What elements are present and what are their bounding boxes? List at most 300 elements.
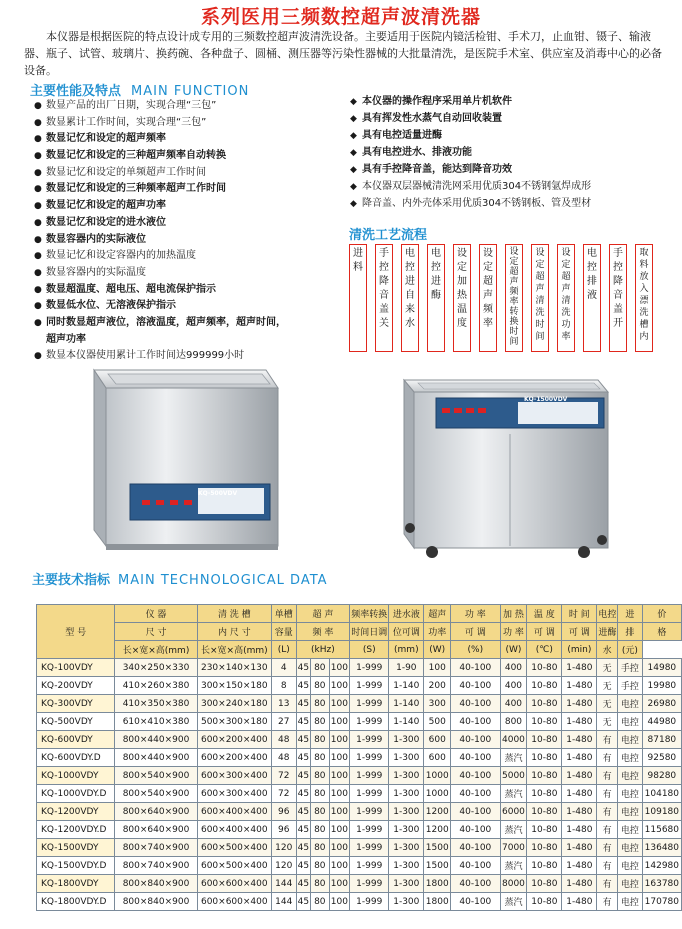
feature-text: 数显记忆和设定的进水液位	[46, 216, 166, 228]
table-cell: 100	[329, 659, 350, 677]
table-header-cell: 仪 器	[115, 605, 197, 623]
table-row	[37, 803, 682, 821]
table-cell: 1-999	[350, 677, 389, 695]
feature-item	[34, 131, 334, 148]
model-cell: KQ-500VDY	[37, 713, 115, 731]
diamond-bullet-icon: ◆	[350, 131, 357, 141]
table-cell: 有	[597, 893, 618, 911]
table-cell: 1-300	[389, 875, 424, 893]
feature-item	[34, 282, 334, 299]
process-step	[479, 244, 497, 352]
table-cell: 电控	[617, 767, 642, 785]
table-cell: 80	[311, 821, 330, 839]
table-cell: 10-80	[527, 821, 562, 839]
model-cell: KQ-1200VDY	[37, 803, 115, 821]
table-cell: 410×350×380	[115, 695, 197, 713]
feature-text: 数显记忆和设定容器内的加热温度	[46, 250, 196, 262]
feature-text: 数显记忆和设定的三种频率超声工作时间	[46, 183, 226, 195]
table-cell: 1500	[424, 839, 451, 857]
features-heading-cn: 主要性能及特点	[30, 84, 122, 99]
table-cell: 40-100	[451, 875, 500, 893]
features-heading-en: MAIN FUNCTION	[131, 84, 250, 99]
table-cell: 96	[271, 821, 296, 839]
table-cell: 80	[311, 749, 330, 767]
diamond-bullet-icon: ◆	[350, 182, 357, 192]
table-cell: 98280	[642, 767, 681, 785]
table-cell: 400	[500, 659, 527, 677]
table-cell: 1-480	[562, 731, 597, 749]
table-cell: 电控	[617, 785, 642, 803]
table-header-cell: 超 声	[296, 605, 350, 623]
table-row	[37, 713, 682, 731]
table-header-cell: (L)	[271, 641, 296, 659]
table-cell: 80	[311, 785, 330, 803]
table-cell: 92580	[642, 749, 681, 767]
table-cell: 100	[329, 677, 350, 695]
table-header-cell: 可 调	[562, 623, 597, 641]
table-cell: 1-300	[389, 767, 424, 785]
table-cell: 80	[311, 767, 330, 785]
table-cell: 40-100	[451, 731, 500, 749]
table-cell: 100	[329, 767, 350, 785]
table-cell: 10-80	[527, 803, 562, 821]
table-cell: 手控	[617, 677, 642, 695]
table-cell: 1-300	[389, 731, 424, 749]
diamond-bullet-icon: ◆	[350, 97, 357, 107]
table-cell: 蒸汽	[500, 893, 527, 911]
table-cell: 40-100	[451, 767, 500, 785]
feature-text: 数显记忆和设定的超声频率	[46, 133, 166, 145]
table-cell: 340×250×330	[115, 659, 197, 677]
table-cell: 1-480	[562, 839, 597, 857]
feature-text: 数显产品的出厂日期，实现合理“三包”	[46, 100, 217, 111]
table-cell: 400	[500, 677, 527, 695]
process-step-text: 手控降音盖开	[613, 248, 623, 329]
table-header-cell: 尺 寸	[115, 623, 197, 641]
feature-item	[34, 148, 334, 165]
bullet-icon: ●	[34, 151, 42, 162]
table-cell: 电控	[617, 875, 642, 893]
table-cell: 115680	[642, 821, 681, 839]
ultrasonic-cleaner-large-image	[398, 368, 610, 564]
table-cell: 1-300	[389, 749, 424, 767]
process-step-text: 电控进自来水	[405, 248, 415, 329]
table-cell: 600×600×400	[197, 893, 271, 911]
process-step-text: 设定加热温度	[457, 248, 467, 329]
table-cell: 电控	[617, 857, 642, 875]
table-cell: 10-80	[527, 695, 562, 713]
table-cell: 45	[296, 749, 310, 767]
table-header-cell: 水	[597, 641, 618, 659]
table-cell: 80	[311, 857, 330, 875]
model-cell: KQ-600VDY.D	[37, 749, 115, 767]
diamond-bullet-icon: ◆	[350, 114, 357, 124]
table-cell: 1000	[424, 785, 451, 803]
process-step-text: 设定超声清洗功率	[561, 248, 571, 342]
table-cell: 蒸汽	[500, 749, 527, 767]
table-cell: 800×640×900	[115, 803, 197, 821]
bullet-icon: ●	[34, 351, 42, 362]
bullet-icon: ●	[34, 217, 42, 228]
process-step-text: 取料放入漂洗槽内	[639, 248, 649, 342]
feature-item	[34, 181, 334, 198]
feature-text: 数显记忆和设定的三种超声频率自动转换	[46, 150, 226, 162]
process-step	[401, 244, 419, 352]
table-cell: 1-480	[562, 713, 597, 731]
table-cell: 14980	[642, 659, 681, 677]
table-cell: 600×200×400	[197, 749, 271, 767]
table-cell: 600×600×400	[197, 875, 271, 893]
table-cell: 80	[311, 875, 330, 893]
table-row	[37, 695, 682, 713]
model-cell: KQ-1800VDY.D	[37, 893, 115, 911]
process-step	[557, 244, 575, 352]
feature-item	[34, 98, 334, 115]
table-cell: 800×740×900	[115, 839, 197, 857]
table-header-cell: 型 号	[37, 605, 115, 659]
feature-text: 数显累计工作时间，实现合理“三包”	[46, 116, 207, 128]
table-header-cell: 可 调	[527, 623, 562, 641]
process-step-text: 设定超声频率	[483, 248, 493, 329]
table-cell: 40-100	[451, 659, 500, 677]
table-row	[37, 839, 682, 857]
table-cell: 100	[329, 803, 350, 821]
table-cell: 100	[329, 731, 350, 749]
model-cell: KQ-300VDY	[37, 695, 115, 713]
table-cell: 800×840×900	[115, 875, 197, 893]
table-cell: 45	[296, 803, 310, 821]
table-cell: 电控	[617, 839, 642, 857]
table-cell: 1800	[424, 893, 451, 911]
table-cell: 电控	[617, 731, 642, 749]
table-cell: 无	[597, 659, 618, 677]
feature-item	[350, 179, 670, 196]
table-cell: 96	[271, 803, 296, 821]
table-cell: 40-100	[451, 803, 500, 821]
table-header-cell: 时 间	[562, 605, 597, 623]
table-cell: 45	[296, 821, 310, 839]
feature-text: 本仪器的操作程序采用单片机软件	[362, 96, 512, 107]
table-cell: 600	[424, 731, 451, 749]
table-cell: 100	[329, 839, 350, 857]
table-cell: 80	[311, 659, 330, 677]
model-cell: KQ-1800VDY	[37, 875, 115, 893]
table-row	[37, 659, 682, 677]
table-cell: 7000	[500, 839, 527, 857]
table-cell: 45	[296, 713, 310, 731]
table-cell: 1-480	[562, 821, 597, 839]
table-header-cell: 清 洗 槽	[197, 605, 271, 623]
table-cell: 10-80	[527, 713, 562, 731]
table-cell: 1-999	[350, 659, 389, 677]
table-header-cell: (mm)	[389, 641, 424, 659]
spec-table	[36, 604, 682, 911]
feature-text: 具有挥发性水蒸气自动回收装置	[362, 113, 502, 124]
table-cell: 1-480	[562, 677, 597, 695]
table-cell: 600×500×400	[197, 839, 271, 857]
table-cell: 44980	[642, 713, 681, 731]
table-cell: 有	[597, 767, 618, 785]
table-header-cell: (℃)	[527, 641, 562, 659]
table-cell: 142980	[642, 857, 681, 875]
table-cell: 200	[424, 677, 451, 695]
bullet-icon: ●	[34, 184, 42, 195]
table-cell: 1-999	[350, 749, 389, 767]
table-cell: 100	[424, 659, 451, 677]
process-step-text: 电控进酶	[431, 248, 441, 301]
table-cell: 300	[424, 695, 451, 713]
table-cell: 1-999	[350, 731, 389, 749]
table-cell: 1-300	[389, 803, 424, 821]
table-cell: 109180	[642, 803, 681, 821]
table-cell: 有	[597, 857, 618, 875]
process-step-text: 设定超声清洗时间	[535, 248, 545, 342]
process-step-text: 手控降音盖关	[379, 248, 389, 329]
table-cell: 有	[597, 749, 618, 767]
table-cell: 600	[424, 749, 451, 767]
table-cell: 10-80	[527, 857, 562, 875]
table-cell: 有	[597, 821, 618, 839]
table-cell: 300×240×180	[197, 695, 271, 713]
table-header-cell: (S)	[350, 641, 389, 659]
feature-item	[34, 298, 334, 315]
bullet-icon: ●	[34, 117, 42, 128]
table-cell: 48	[271, 731, 296, 749]
table-header-cell: (kHz)	[296, 641, 350, 659]
process-step	[635, 244, 653, 352]
feature-item	[34, 115, 334, 132]
table-cell: 800×740×900	[115, 857, 197, 875]
table-cell: 电控	[617, 893, 642, 911]
bullet-icon: ●	[34, 267, 42, 278]
table-cell: 170780	[642, 893, 681, 911]
table-header-cell: 容量	[271, 623, 296, 641]
table-cell: 1-90	[389, 659, 424, 677]
table-cell: 1-140	[389, 695, 424, 713]
table-cell: 19980	[642, 677, 681, 695]
table-header-cell: 位可调	[389, 623, 424, 641]
features-right-list	[350, 94, 670, 213]
table-cell: 80	[311, 803, 330, 821]
table-cell: 1-300	[389, 785, 424, 803]
table-cell: 100	[329, 749, 350, 767]
table-header-cell: 频 率	[296, 623, 350, 641]
table-cell: 电控	[617, 803, 642, 821]
table-cell: 有	[597, 803, 618, 821]
table-cell: 蒸汽	[500, 785, 527, 803]
table-cell: 45	[296, 875, 310, 893]
table-cell: 800	[500, 713, 527, 731]
table-row	[37, 749, 682, 767]
table-cell: 1-999	[350, 713, 389, 731]
table-cell: 1-999	[350, 893, 389, 911]
table-cell: 1-480	[562, 695, 597, 713]
feature-item	[34, 198, 334, 215]
bullet-icon: ●	[34, 284, 42, 295]
table-cell: 230×140×130	[197, 659, 271, 677]
table-cell: 4000	[500, 731, 527, 749]
table-cell: 1-999	[350, 803, 389, 821]
feature-item	[34, 215, 334, 232]
ultrasonic-cleaner-small-image	[86, 360, 286, 558]
table-cell: 10-80	[527, 875, 562, 893]
table-cell: 10-80	[527, 749, 562, 767]
model-cell: KQ-200VDY	[37, 677, 115, 695]
table-header-cell: (%)	[451, 641, 500, 659]
table-cell: 1-480	[562, 659, 597, 677]
table-cell: 1-480	[562, 767, 597, 785]
table-cell: 500×300×180	[197, 713, 271, 731]
table-cell: 45	[296, 731, 310, 749]
table-cell: 1-999	[350, 767, 389, 785]
table-cell: 80	[311, 713, 330, 731]
feature-text: 本仪器双层器械清洗网采用优质304不锈钢氩焊成形	[362, 181, 592, 192]
process-step	[583, 244, 601, 352]
table-cell: 1-480	[562, 803, 597, 821]
table-cell: 10-80	[527, 893, 562, 911]
table-row	[37, 677, 682, 695]
table-cell: 100	[329, 713, 350, 731]
feature-text: 具有手控降音盖，能达到降音功效	[362, 164, 512, 175]
table-cell: 10-80	[527, 731, 562, 749]
table-cell: 800×540×900	[115, 767, 197, 785]
process-flow	[349, 244, 661, 354]
table-cell: 10-80	[527, 659, 562, 677]
left-machine-label: KQ-500VDV	[198, 490, 238, 497]
table-cell: 10-80	[527, 839, 562, 857]
table-header-cell: 功 率	[500, 623, 527, 641]
table-cell: 48	[271, 749, 296, 767]
feature-text: 数显容器内的实际温度	[46, 266, 146, 278]
table-cell: 45	[296, 785, 310, 803]
table-cell: 163780	[642, 875, 681, 893]
table-row	[37, 893, 682, 911]
table-cell: 1-480	[562, 749, 597, 767]
table-header-cell: (W)	[500, 641, 527, 659]
table-cell: 1-300	[389, 893, 424, 911]
model-cell: KQ-1000VDY.D	[37, 785, 115, 803]
table-cell: 136480	[642, 839, 681, 857]
table-header-cell: 进酶	[597, 623, 618, 641]
feature-text: 同时数显超声液位，溶液温度，超声频率，超声时间，超声功率	[46, 316, 286, 345]
table-header-cell: 加 热	[500, 605, 527, 623]
bullet-icon: ●	[34, 317, 42, 328]
table-cell: 1-140	[389, 677, 424, 695]
table-cell: 80	[311, 731, 330, 749]
bullet-icon: ●	[34, 134, 42, 145]
table-cell: 600×500×400	[197, 857, 271, 875]
feature-item	[34, 265, 334, 282]
table-cell: 无	[597, 713, 618, 731]
page-title: 系列医用三频数控超声波清洗器	[200, 6, 481, 28]
table-cell: 300×150×180	[197, 677, 271, 695]
bullet-icon: ●	[34, 101, 42, 111]
process-step-text: 电控排液	[587, 248, 597, 301]
process-step	[349, 244, 367, 352]
feature-text: 数显容器内的实际液位	[46, 233, 146, 245]
model-cell: KQ-600VDY	[37, 731, 115, 749]
table-cell: 8	[271, 677, 296, 695]
process-step-text: 进料	[353, 248, 363, 273]
table-cell: 800×640×900	[115, 821, 197, 839]
table-cell: 1-999	[350, 857, 389, 875]
table-cell: 40-100	[451, 677, 500, 695]
table-cell: 600×300×400	[197, 785, 271, 803]
table-header-cell: 频率转换	[350, 605, 389, 623]
model-cell: KQ-1500VDY	[37, 839, 115, 857]
table-cell: 40-100	[451, 821, 500, 839]
table-cell: 100	[329, 875, 350, 893]
table-cell: 80	[311, 893, 330, 911]
table-cell: 80	[311, 695, 330, 713]
feature-item	[34, 165, 334, 182]
table-cell: 5000	[500, 767, 527, 785]
feature-text: 具有电控适量进酶	[362, 130, 442, 141]
process-step	[427, 244, 445, 352]
table-cell: 1-999	[350, 785, 389, 803]
table-cell: 8000	[500, 875, 527, 893]
table-cell: 无	[597, 695, 618, 713]
table-cell: 45	[296, 677, 310, 695]
bullet-icon: ●	[34, 301, 42, 312]
feature-text: 数显本仪器使用累计工作时间达999999小时	[46, 350, 245, 362]
table-cell: 10-80	[527, 677, 562, 695]
process-heading: 清洗工艺流程	[349, 228, 428, 243]
table-cell: 120	[271, 857, 296, 875]
table-cell: 1-300	[389, 821, 424, 839]
table-cell: 1-480	[562, 785, 597, 803]
table-cell: 100	[329, 695, 350, 713]
feature-text: 数显记忆和设定的单频超声工作时间	[46, 166, 206, 178]
process-step	[505, 244, 523, 352]
diamond-bullet-icon: ◆	[350, 199, 357, 209]
table-cell: 410×260×380	[115, 677, 197, 695]
table-cell: 80	[311, 677, 330, 695]
feature-text: 具有电控进水、排液功能	[362, 147, 472, 158]
process-step	[531, 244, 549, 352]
table-header-cell: (min)	[562, 641, 597, 659]
table-cell: 6000	[500, 803, 527, 821]
table-cell: 1800	[424, 875, 451, 893]
table-cell: 800×840×900	[115, 893, 197, 911]
table-cell: 40-100	[451, 713, 500, 731]
table-cell: 1200	[424, 803, 451, 821]
feature-text: 数显记忆和设定的超声功率	[46, 200, 166, 212]
table-header-cell: 内 尺 寸	[197, 623, 271, 641]
table-header-cell: 排	[617, 623, 642, 641]
process-step	[453, 244, 471, 352]
feature-item	[34, 248, 334, 265]
table-cell: 1-480	[562, 857, 597, 875]
table-cell: 1-480	[562, 875, 597, 893]
table-cell: 1-480	[562, 893, 597, 911]
model-cell: KQ-1200VDY.D	[37, 821, 115, 839]
table-row	[37, 767, 682, 785]
table-cell: 手控	[617, 659, 642, 677]
table-header-cell: 功 率	[451, 605, 500, 623]
table-cell: 87180	[642, 731, 681, 749]
table-cell: 144	[271, 893, 296, 911]
table-cell: 45	[296, 695, 310, 713]
table-cell: 1-140	[389, 713, 424, 731]
table-cell: 电控	[617, 749, 642, 767]
diamond-bullet-icon: ◆	[350, 148, 357, 158]
table-cell: 500	[424, 713, 451, 731]
table-cell: 4	[271, 659, 296, 677]
table-cell: 有	[597, 731, 618, 749]
table-header-cell: 进	[617, 605, 642, 623]
table-cell: 40-100	[451, 857, 500, 875]
